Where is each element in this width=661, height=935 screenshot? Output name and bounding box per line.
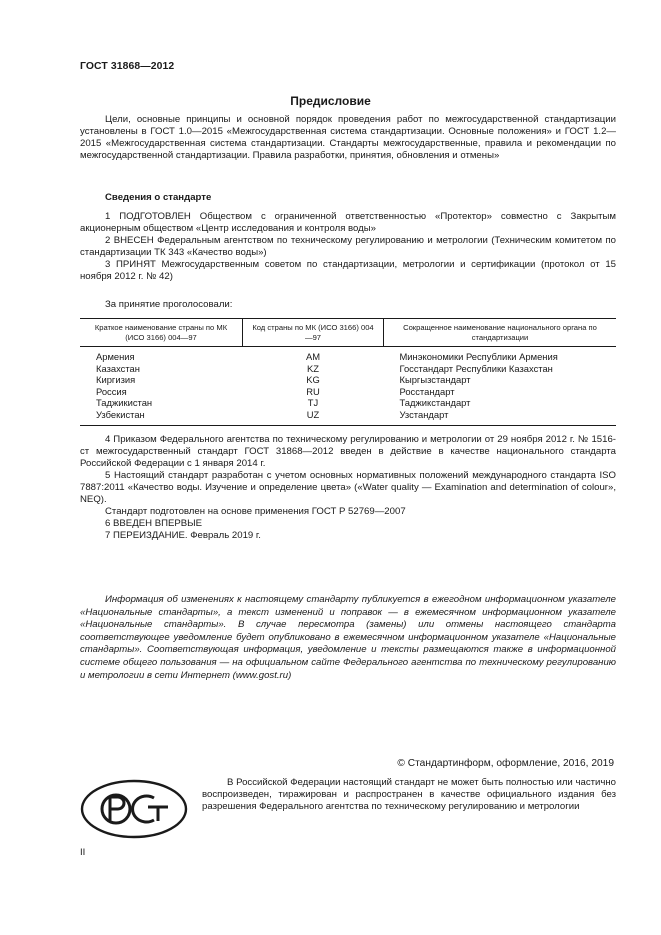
- voted-label: За принятие проголосовали:: [105, 299, 233, 310]
- voting-countries-table: [80, 318, 616, 426]
- page-title: Предисловие: [290, 94, 371, 108]
- country-name: Армения: [96, 351, 135, 362]
- standard-info-list-continued: [80, 434, 616, 542]
- info-item-order: 4 Приказом Федерального агентства по техническому регулированию и метрологии от 29 ноября 2012 г. № 1516-ст межгосударственный стандарт ГОСТ 31868—2012 введен в действие в качестве национального стандарта Российской Федерации с 1 января 2014 г.: [80, 434, 616, 469]
- column-header-country: Краткое наименование страны по МК (ИСО 3166) 004—97: [80, 319, 243, 347]
- table-row: [80, 374, 616, 386]
- rights-notice-text: В Российской Федерации настоящий стандарт не может быть полностью или частично воспроизведен, тиражирован и распространен в качестве официального издания без разрешения Федерального агентства по техническому регулированию и метрологии: [202, 777, 616, 812]
- info-item-developed: 5 Настоящий стандарт разработан с учетом основных нормативных положений международного стандарта ISO 7887:2011 «Качество воды. Изучение и определение цвета» («Water quality — Examination and determination of colour», NEQ).: [80, 470, 616, 505]
- standards-body: Кыргызстандарт: [399, 374, 471, 386]
- standards-body: Росстандарт: [399, 385, 455, 397]
- country-name: Россия: [96, 385, 127, 397]
- document-code: ГОСТ 31868—2012: [80, 61, 175, 72]
- country-code: AM: [305, 351, 321, 362]
- page-number: II: [80, 847, 86, 858]
- table-row: [80, 363, 616, 375]
- column-header-code: Код страны по МК (ИСО 3166) 004—97: [243, 319, 384, 347]
- info-item-basis: Стандарт подготовлен на основе применения ГОСТ Р 52769—2007: [105, 506, 406, 517]
- info-item-introduced: 6 ВВЕДЕН ВПЕРВЫЕ: [105, 518, 203, 529]
- intro-text: Цели, основные принципы и основной порядок проведения работ по межгосударственной стандартизации установлены в ГОСТ 1.0—2015 «Межгосударственная система стандартизации. Основные положения» и ГОСТ 1.2—2015 «Межгосударственная система стандартизации. Стандарты межгосударственные, правила и рекомендации по межгосударственной стандартизации. Правила разработки, принятия, обновления и отмены»: [80, 114, 616, 161]
- standards-body: Таджикстандарт: [399, 397, 471, 409]
- country-code: RU: [306, 385, 320, 397]
- table-header-row: [80, 319, 616, 347]
- standards-body: Минэкономики Республики Армения: [399, 351, 558, 362]
- intro-paragraph: [80, 114, 616, 162]
- info-item-prepared: 1 ПОДГОТОВЛЕН Обществом с ограниченной ответственностью «Протектор» совместно с Закрытым акционерным обществом «Центр исследования и контроля воды»: [80, 211, 616, 234]
- table-row: [80, 347, 616, 363]
- pct-certification-logo-icon: [80, 779, 188, 839]
- country-code: UZ: [243, 409, 384, 425]
- column-header-body: Сокращенное наименование национального органа по стандартизации: [384, 319, 617, 347]
- copyright-line: © Стандартинформ, оформление, 2016, 2019: [397, 758, 614, 769]
- rights-notice: [202, 777, 616, 813]
- info-item-adopted: 3 ПРИНЯТ Межгосударственным советом по стандартизации, метрологии и сертификации (протокол от 15 ноября 2012 г. № 42): [80, 259, 616, 282]
- country-code: TJ: [307, 397, 319, 409]
- country-name: Таджикистан: [96, 397, 153, 409]
- country-name: Киргизия: [96, 374, 136, 386]
- info-item-reissue: 7 ПЕРЕИЗДАНИЕ. Февраль 2019 г.: [105, 530, 261, 541]
- country-code: KG: [306, 374, 320, 386]
- table-row: [80, 409, 616, 425]
- changes-notice: [80, 594, 616, 682]
- changes-notice-text: Информация об изменениях к настоящему стандарту публикуется в ежегодном информационном указателе «Национальные стандарты», а текст изменений и поправок — в ежемесячном информационном указателе «Национальные стандарты». В случае пересмотра (замены) или отмены настоящего стандарта соответствующее уведомление будет опубликовано в ежемесячном информационном указателе «Национальные стандарты». Соответствующая информация, уведомление и тексты размещаются также в информационной системе общего пользования — на официальном сайте Федерального агентства по техническому регулированию и метрологии в сети Интернет (www.gost.ru): [80, 594, 616, 681]
- info-item-submitted: 2 ВНЕСЕН Федеральным агентством по техническому регулированию и метрологии (Техническим комитетом по стандартизации ТК 343 «Качество воды»): [80, 235, 616, 258]
- country-name: Казахстан: [96, 362, 140, 374]
- table-row: [80, 386, 616, 398]
- table-row: [80, 397, 616, 409]
- standard-info-list: [80, 211, 616, 283]
- country-name: Узбекистан: [80, 409, 243, 425]
- standards-body: Госстандарт Республики Казахстан: [399, 362, 553, 374]
- country-code: KZ: [307, 362, 319, 374]
- standard-info-heading: Сведения о стандарте: [105, 192, 212, 203]
- standards-body: Узстандарт: [384, 409, 617, 425]
